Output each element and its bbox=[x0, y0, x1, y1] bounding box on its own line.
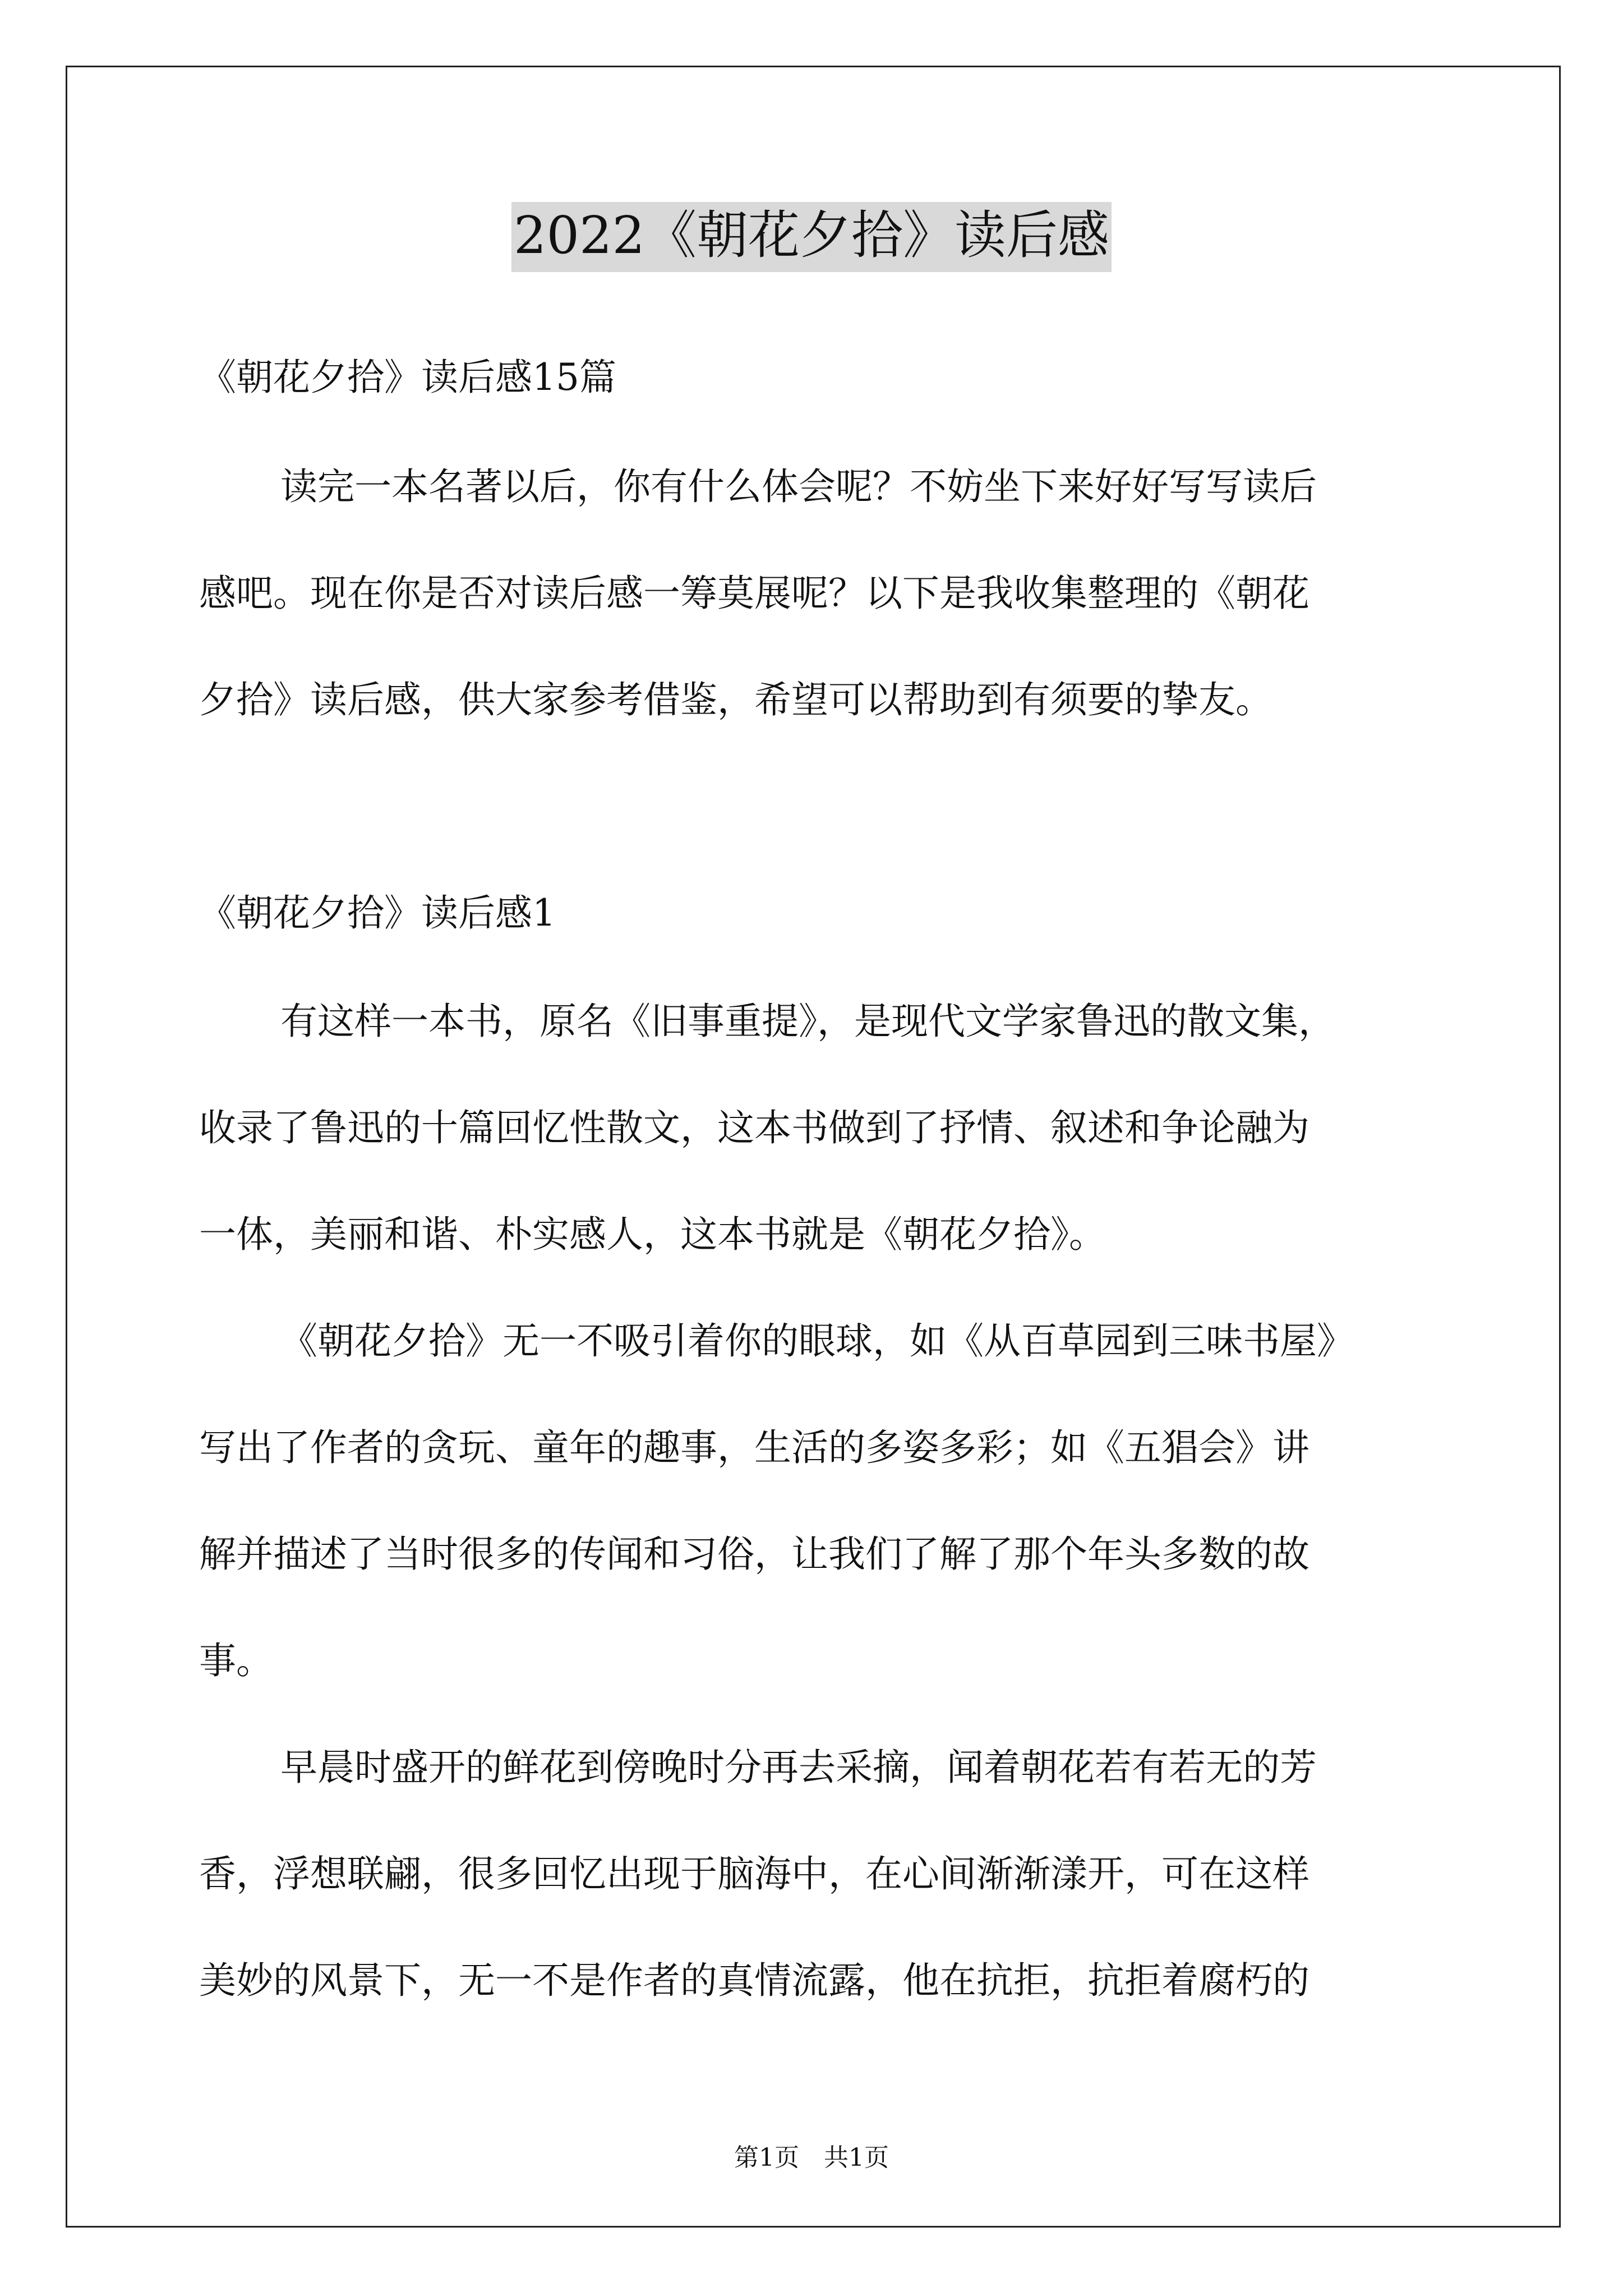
title-container bbox=[0, 202, 1623, 272]
body-line: 有这样一本书，原名《旧事重提》，是现代文学家鲁迅的散文集， bbox=[280, 1000, 1335, 1043]
body-line: 一体，美丽和谐、朴实感人，这本书就是《朝花夕拾》。 bbox=[199, 1213, 1106, 1256]
body-line: 美妙的风景下，无一不是作者的真情流露，他在抗拒，抗拒着腐朽的 bbox=[199, 1959, 1310, 2002]
body-line: 解并描述了当时很多的传闻和习俗，让我们了解了那个年头多数的故 bbox=[199, 1533, 1310, 1576]
body-line: 《朝花夕拾》无一不吸引着你的眼球，如《从百草园到三味书屋》 bbox=[280, 1319, 1354, 1363]
document-title: 2022《朝花夕拾》读后感 bbox=[511, 202, 1112, 272]
body-line: 事。 bbox=[199, 1639, 273, 1682]
body-line: 香，浮想联翩，很多回忆出现于脑海中，在心间渐渐漾开，可在这样 bbox=[199, 1852, 1310, 1895]
intro-line: 夕拾》读后感，供大家参考借鉴，希望可以帮助到有须要的挚友。 bbox=[199, 678, 1272, 721]
section-heading: 《朝花夕拾》读后感1 bbox=[199, 891, 556, 935]
intro-line: 读完一本名著以后，你有什么体会呢？不妨坐下来好好写写读后 bbox=[280, 465, 1317, 508]
body-line: 收录了鲁迅的十篇回忆性散文，这本书做到了抒情、叙述和争论融为 bbox=[199, 1106, 1310, 1149]
body-line: 早晨时盛开的鲜花到傍晚时分再去采摘，闻着朝花若有若无的芳 bbox=[280, 1746, 1317, 1789]
intro-line: 感吧。现在你是否对读后感一筹莫展呢？以下是我收集整理的《朝花 bbox=[199, 572, 1310, 615]
page-footer: 第1页 共1页 bbox=[734, 2143, 889, 2172]
subtitle: 《朝花夕拾》读后感15篇 bbox=[199, 356, 616, 399]
body-line: 写出了作者的贪玩、童年的趣事，生活的多姿多彩；如《五猖会》讲 bbox=[199, 1426, 1310, 1469]
